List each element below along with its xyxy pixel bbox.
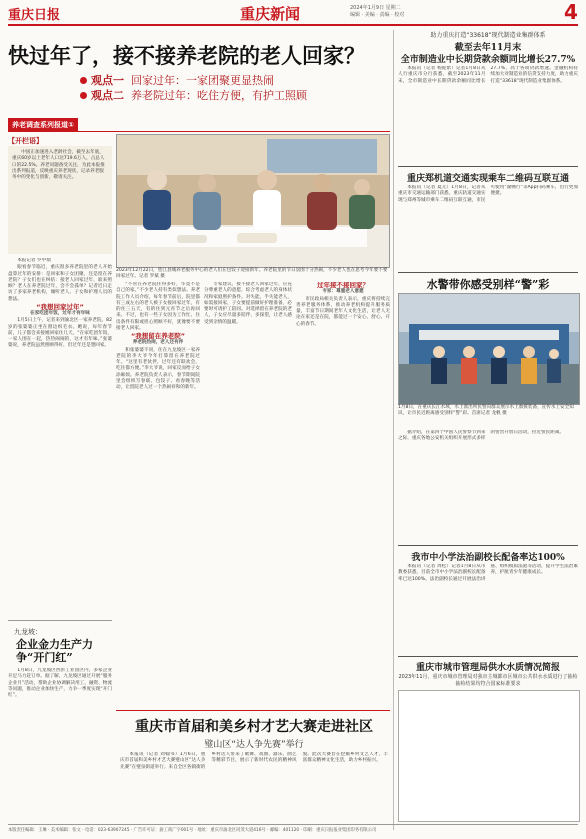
- right-headline-4: 我市中小学法治副校长配备率达100%: [411, 553, 565, 563]
- article-column-3: [204, 282, 292, 707]
- water-police-photo: [398, 293, 580, 405]
- bottom-body: [120, 752, 388, 822]
- body-paragraph: 眼看春节临近，重庆很多养老院里的老人开始盘算过年的安排：是回家和子女团聚，还是留在养老院？子女们也在纠结：接老人回家过年，谁来照顾？老人在养老院过年，会不会孤单？记者近日走访了多家养老机构，倾听老人、子女和护理人员的想法。: [8, 265, 112, 302]
- body-paragraph: 市民政局相关负责人表示，重庆将持续完善养老服务体系，推动养老机构提升服务质量，丰富节日期间老年人文化生活，让老人无论在家还是在院，都能过一个安心、舒心、开心的春节。: [296, 296, 390, 327]
- water-quality-table: [398, 690, 580, 822]
- viewpoint-two-label: 观点二: [91, 89, 124, 102]
- right-rule: [398, 545, 578, 546]
- right-headline-5: 重庆市城市管理局供水水质情况简报: [415, 663, 560, 673]
- newspaper-logo: 重庆日报: [8, 8, 61, 23]
- masthead-rule: [8, 24, 578, 26]
- main-headline: 快过年了，接不接养老院的老人回家？: [8, 43, 365, 68]
- right-body-3: [398, 430, 578, 542]
- body-paragraph: “不管在养老院住得多好，毕竟不是自己的家。”不少老人持有类似想法。养老院工作人员介绍，每年春节前后，院里都有三成左右的老人被子女接回家过年，有的住三五天，有的住到元宵节之后再回来。不过，也有一些子女因为工作忙、住房条件有限或担心照顾不好，犹豫要不要接老人回家。: [116, 282, 200, 331]
- right-headline-5-sub2: 抽检结果均符合国家标准要求: [455, 681, 521, 687]
- right-headline-3: 水警带你感受别样“警”彩: [426, 278, 550, 291]
- footer-text: 本版责任编辑：王琳 · 美术编辑：张文 · 电话：023-63907245 · 广告许可证：渝工商广字001号 · 地址：重庆市渝北区同茂大道416号 · 邮编：401120 · 印刷：重庆日报报业集团印务有限公司: [8, 828, 377, 833]
- feature-headline: 企业金力生产力争“开门红”: [16, 638, 93, 664]
- editor-note-box: [8, 146, 112, 254]
- article-column-2: [116, 282, 200, 707]
- byline: 本报记者 罗中鼎: [17, 258, 51, 263]
- right-photo-caption: 1月8日，在重庆长江水域，水上派出所民警向群众展示水上救援装备，宣传水上安全知识，让市民近距离感受别样“警”彩。首席记者 龙帆 摄: [398, 405, 574, 416]
- body-paragraph: 1月5日上午，记者来到渝北区一家养老院，82岁的张婆婆正坐在窗边织毛衣。她说，每年春节前，儿子都会来接她回家住几天。“在家吃团年饭，一家人围在一起，热热闹闹的，这才有年味。”张婆婆说，养老院虽然照顾得好，但过年还是想回家。: [8, 318, 112, 349]
- right-body-2: [398, 185, 578, 269]
- editor-line: 编辑 · 美编 · 责编 · 校对: [350, 12, 405, 18]
- body-paragraph: 1月8日，九龙坡区西彭工业园区内，多家企业开足马力赶订单。据了解，九龙坡区通过开展“服务企业月”活动，帮助企业协调解决用工、融资、物流等问题，推动企业加快生产，力争一季度实现“开门红”。: [8, 668, 112, 698]
- date-info: [350, 5, 560, 19]
- subhead-deck: 养老院热闹，老人还有伴: [132, 340, 184, 346]
- right-rule: [398, 166, 578, 167]
- series-rule: [8, 131, 390, 132]
- footer-rule: [8, 824, 578, 825]
- right-headline-1-line1: 截至去年11月末: [454, 43, 522, 53]
- column-divider: [393, 30, 394, 830]
- feature-body: [8, 668, 112, 818]
- subhead-deck: 专家：尊重老人意愿: [322, 289, 364, 295]
- right-rule: [398, 272, 578, 273]
- right-body-1: [398, 66, 578, 164]
- article-column-4: [296, 282, 390, 707]
- body-paragraph: 专家建议，接不接老人回家过年，应充分尊重老人的意愿，综合考虑老人的身体状况和家庭照护条件。对失能、半失能老人，如需接回家，子女要提前做好护理准备，必要时可请护工陪同。对选择留在养老院的老人，子女应尽量多陪伴、多探望，让老人感受到亲情的温暖。: [204, 282, 292, 325]
- bottom-rule: [116, 710, 390, 711]
- body-paragraph: 和张婆婆不同，住在九龙坡区一家养老院的李大爷今年打算留在养老院过年。“这里有老伙伴，过年还有联欢会，吃住都方便。”李大爷说，回家反而给子女添麻烦。养老院负责人表示，春节期间院里会组织写春联、包饺子、看春晚等活动，让留院老人过一个热闹祥和的新年。: [116, 347, 200, 390]
- viewpoint-two-text: 养老院过年：吃住方便，有护工照顾: [131, 89, 307, 102]
- body-paragraph: 本报讯（记者 杨铌紫）记者1月8日从人行重庆市分行获悉，截至2023年11月末，全市制造业中长期贷款余额同比增长27.7%，高于各项贷款增速。金融机构持续加大对制造业的信贷支持力度，助力重庆打造“33618”现代制造业集群体系。: [398, 66, 578, 84]
- right-headline-1-line2: 全市制造业中长期贷款余额同比增长27.7%: [400, 55, 576, 65]
- viewpoint-one-label: 观点一: [91, 74, 124, 87]
- date-line: 2024年1月9日 星期二: [350, 5, 401, 11]
- bottom-subhead: 璧山区“达人争先赛”举行: [204, 740, 304, 750]
- right-rule: [398, 656, 578, 657]
- body-paragraph: 据介绍，在第四个中国人民警察节到来之际，重庆各地公安机关组织开展形式多样的警营开放日活动，拉近警民距离。: [398, 430, 565, 442]
- right-headline-2: 重庆郑机道交通实现乘车二维码互联互通: [406, 174, 569, 184]
- viewpoint-one-text: 回家过年：一家团聚更显热闹: [131, 74, 274, 87]
- subhead: “我想回家过年”: [36, 302, 84, 311]
- viewpoint-two: [80, 87, 307, 103]
- right-headline-5-sub: 2023年11月，重庆市城市管理局对我市主城都市区城市公共供水水质进行了抽检: [398, 674, 578, 680]
- series-tag: 养老调查系列报道①: [8, 118, 78, 132]
- article-column-1: [8, 258, 112, 618]
- right-body-4: [398, 564, 578, 654]
- bullet-dot-icon: [80, 92, 87, 99]
- edition-title: 重庆新闻: [240, 5, 301, 23]
- section-rule: [8, 620, 112, 621]
- body-paragraph: 本报讯（记者 夏元）1月8日，记者从重庆市交通运输部门获悉，重庆轨道交通实现与郑州等城市乘车二维码互联互通，市民可使用“渝畅行”等App扫码乘车，出行更加便捷。: [398, 185, 578, 203]
- body-paragraph: 本报讯（记者 周松）记者1月8日从市教委获悉，目前全市中小学法治副校长配备率已达100%。法治副校长通过开展法治讲座、组织模拟法庭等活动，提升学生法治素养，护航青少年健康成长。: [398, 564, 578, 582]
- right-kicker: 助力重庆打造“33618”现代制造业集群体系: [430, 32, 546, 39]
- subhead-deck: 在家吃团年饭，过年才有年味: [30, 311, 90, 316]
- bullet-dot-icon: [80, 77, 87, 84]
- nursing-home-photo: [116, 134, 390, 268]
- viewpoint-one: [80, 72, 274, 88]
- subhead: “我想留在养老院”: [130, 332, 186, 340]
- page-number: 4: [564, 0, 578, 24]
- subhead: 过年接不接回家？: [317, 282, 369, 289]
- feature-kicker: 九龙坡：: [14, 628, 42, 636]
- editor-note-text: 中国正加速进入老龄社会，截至去年底，重庆60岁以上老年人口达719.6万人，占总人口的22.5%。养老问题备受关注，为此本报推出系列报道，反映重庆养老现状，记录养老服务中的变化与创新，敬请关注。: [12, 150, 105, 181]
- photo-caption: 2023年12月22日，垫江县城养老服务中心的老人们在包饺子迎接新年。养老院里的节日氛围十分热闹，不少老人也在思考今年要不要回家过年。记者 罗斌 摄: [116, 268, 388, 279]
- body-paragraph: 本报讯（记者 刘翰书）1月6日，重庆市首届和美乡村才艺大赛璧山区“达人争先赛”在璧泉街道举行。来自全区各镇街的乡村达人带来了歌舞、戏曲、器乐、曲艺等精彩节目，展示了新时代农民的精神风貌。此次大赛旨在挖掘乡村文艺人才，丰富群众精神文化生活，助力乡村振兴。: [120, 752, 388, 770]
- editor-note-title: 【开栏语】: [8, 137, 43, 145]
- bottom-headline: 重庆市首届和美乡村才艺大赛走进社区: [135, 719, 373, 735]
